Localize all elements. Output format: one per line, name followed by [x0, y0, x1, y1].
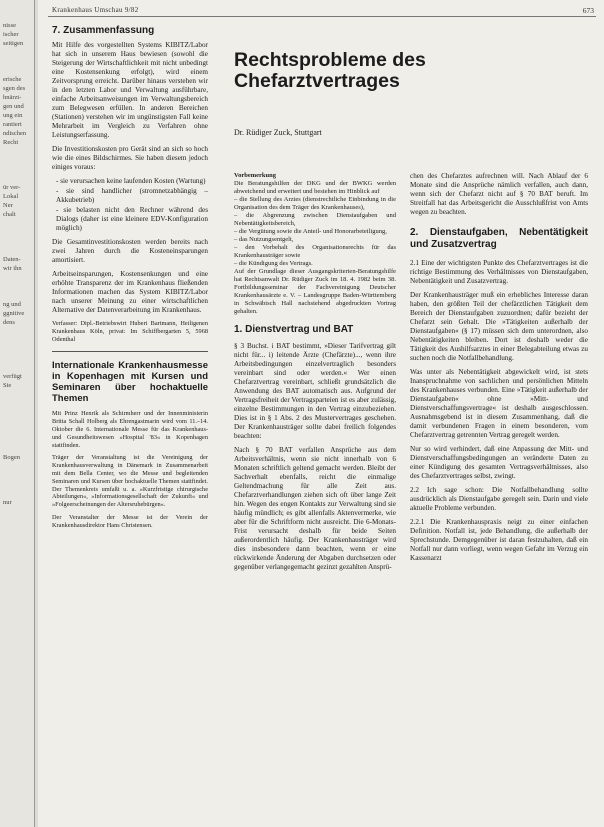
strip-text: nisse	[3, 22, 16, 29]
abstract-intro: Die Beratungshilfen der DKG und der BWKG werden abweichend und erweitert und bestehen im Hinblick auf	[234, 180, 396, 195]
strip-text: verfügt	[3, 373, 22, 380]
paragraph: Was unter als Nebentätigkeit abgewickelt wird, ist stets Inanspruchnahme von sachlichen und persönlichen Mitteln des Krankenhauses verbunden. Eine »Tätigkeit außerhalb der Dienstaufgaben« ohne »Mitt- und Dienstverschaffungsvertrage« ist deshalb ausgeschlossen. Ausnahmsgebend ist in diesem Zusammenhang, daß die damit verbundenen Fragen in einem besonderen, vom Chefarztvertrag getrennten Vertrag geregelt werden.	[410, 368, 588, 439]
running-header: Krankenhaus Umschau 9/82	[52, 6, 139, 14]
abstract-item: – die Stellung des Arztes (dienstrechtliche Einbindung in die Organisation des dem Träger des Krankenhauses),	[234, 196, 396, 211]
page-number: 673	[582, 6, 594, 15]
journal-page	[38, 0, 604, 827]
strip-text: sgen des	[3, 85, 26, 92]
strip-text: Sie	[3, 382, 12, 389]
strip-text: Lokal	[3, 193, 19, 200]
paragraph: 2.1 Eine der wichtigsten Punkte des Chefarztvertrages ist die richtige Bestimmung des Verhältnisses von Dienstaufgaben, Nebentätigkeit und Zusatzvertrag.	[410, 259, 588, 285]
paragraph: Arbeitseinsparungen, Kostensenkungen und eine erhöhte Transparenz der im Krankenhaus fließenden Informationen machen das System KIBITZ/Labor nach unserer Meinung zu einer wirtschaftlichen Alternative der Datenverarbeitung im Krankenhaus.	[52, 270, 208, 314]
strip-text: dens	[3, 319, 15, 326]
strip-text: wir ihn	[3, 265, 22, 272]
paragraph: Die Investitionskosten pro Gerät sind an sich so hoch wie die eines Bildschirmes. Sie haben diesem jedoch einiges voraus:	[52, 145, 208, 171]
strip-text: nur	[3, 499, 12, 506]
advantages-list	[56, 177, 208, 233]
list-item: - sie belasten nicht den Rechner während des Dialogs (daher ist eine kleinere EDV-Konfiguration möglich)	[56, 206, 208, 232]
strip-text: Recht	[3, 139, 19, 146]
abstract-item: – die Vergütung sowie die Anteil- und Honorarbeteiligung,	[234, 228, 387, 235]
article-author: Dr. Rüdiger Zuck, Stuttgart	[234, 128, 322, 137]
news-paragraph: Mit Prinz Henrik als Schirmherr und der Innenministerin Britta Schall Holberg als Ehrengastmarin wird vom 11.–14. Oktober die 6. Internationale Messe für das Krankenhaus- und Gesundheitswesen »Hospital '83« in Kopenhagen stattfinden.	[52, 410, 208, 449]
section-heading-summary: 7. Zusammenfassung	[52, 25, 155, 36]
paragraph: 2.2.1 Die Krankenhauspraxis neigt zu einer einfachen Definition. Notfall ist, jede Behandlung, die außerhalb der Sprechstunde. Demgegenüber ist daran festzuhalten, daß ein Notfall nur dann vorliegt, wenn wegen Gefahr im Verzug ein Kassenarzt	[410, 518, 588, 562]
abstract-box	[234, 172, 396, 316]
divider	[52, 351, 208, 352]
list-item: - sie sind handlicher (stromnetzabhängig – Akkubetrieb)	[56, 187, 208, 204]
paragraph: Der Krankenhausträger muß ein erhebliches Interesse daran haben, den größten Teil der chefärztlichen Tätigkeit dem Bereich der Dienstaufgaben zuzuordnen; dafür bezieht der Chefarzt sein Gehalt. Die »Tätigkeiten außerhalb der Dienstaufgaben« (§ 17) müssen sich dem unterordnen, also Nebentätigkeiten bleiben. Dort ist deshalb weder die Tätigkeit des Aushilfsarztes in einer Belegabteilung etwas zu suchen noch die Notfallbehandlung.	[410, 291, 588, 362]
article-right-column	[410, 172, 588, 568]
strip-text: chalt	[3, 211, 16, 218]
strip-text: Ner	[3, 202, 13, 209]
strip-text: ischer	[3, 31, 19, 38]
abstract-heading: Vorbemerkung	[234, 172, 277, 179]
paragraph: Mit Hilfe des vorgestellten Systems KIBITZ/Labor hat sich in unserem Haus bewiesen (sowohl die Steigerung der Wirtschaftlichkeit mit nicht unbedingt eine Kostensenkung erfolgt), wird einem Zeitvorsprung erreicht. Darüber hinaus verstehen wir in den letzten Labor und Verwaltung ausführbare, einfache Arbeitsanweisungen im Verwaltungsbereich zum Belegwesen erfüllen. In anderen Bereichen (Stationen) verstehen wir im ungünstigsten Fall keine Mehrarbeit im Vergleich zu Verfahren ohne Leistungserfassung.	[52, 41, 208, 139]
strip-text: gen und	[3, 103, 24, 110]
header-rule	[48, 16, 596, 17]
strip-text: ggnitive	[3, 310, 25, 317]
section-heading-2: 2. Dienstaufgaben, Nebentätigkeit und Zusatzvertrag	[410, 227, 588, 250]
strip-text: rantiert	[3, 121, 22, 128]
abstract-item: – die Kündigung des Vertrags.	[234, 260, 313, 267]
author-note: Verfasser: Dipl.-Betriebswirt Hubert Bartmann, Heiligenen Krankenhaus Köln, privat: Im Schiffbergarten 5, 5968 Odenthal	[52, 320, 208, 343]
paragraph: chen des Chefarztes aufrechnen will. Nach Ablauf der 6 Monate sind die Ansprüche nämlich verfallen, auch dann, wenn sich der Chefarzt nicht auf § 70 BAT beruft. Im Streitfall hat das Arbeitsgericht die Ausschlußfrist von Amts wegen zu beachten.	[410, 172, 588, 216]
abstract-item: – das Nutzungsentgelt,	[234, 236, 294, 243]
news-box-title: Internationale Krankenhausmesse in Kopenhagen mit Kursen und Seminaren über hochaktuelle Themen	[52, 360, 208, 405]
article-middle-column	[234, 172, 396, 577]
strip-text: ür ver-	[3, 184, 21, 191]
strip-text: hnärzt-	[3, 94, 22, 101]
strip-text: ng und	[3, 301, 21, 308]
paragraph: Nach § 70 BAT verfallen Ansprüche aus dem Arbeitsverhältnis, wenn sie nicht innerhalb von 6 Monaten schriftlich geltend gemacht werden. Bleibt der Sachverhalt ebenfalls, reicht die einmalige Geltendmachung für alle Zeit aus. Chefarztverhandlungen ziehen sich oft über lange Zeit hin. Wegen des engen Kontakts zur Verwaltung sind sie häufig mündlich; es gibt allenfalls Aktenvermerke, wie aber für die Schriftform nicht ausreicht. Die 6-Monats-Frist verursacht deshalb für beide Seiten außerordentlich häufig. Der Krankenhausträger wird dies insbesondere dann beachten, wenn er eine rückwirkende Änderung der Abgaben durchsetzen oder gegenüber verlangegemacht gezinzt gezahlten Ansprü-	[234, 446, 396, 571]
news-paragraph: Träger der Veranstaltung ist die Vereinigung der Krankenhausverwaltung in Dänemark in Zusammenarbeit mit dem Bella Center, wo die Messe und begleitenden Seminaren und Kursen über hochaktuelle Themen stattfindet. Der Themenkreis umfaßt u. a. »Kurzfristige chirurgische Abteilungen«, »Informationsgesellschaft der Zukunft« und »Folgeerscheinungen der Altersruhebürgen«.	[52, 454, 208, 509]
paragraph: 2.2 Ich sage schon: Die Notfallbehandlung sollte ausdrücklich als Dienstaufgabe geregelt sein. Darin und viele aktuelle Probleme verbunden.	[410, 486, 588, 512]
abstract-outro: Auf der Grundlage dieser Ausgangskriterien-Beratungshilfe hat Rechtsanwalt Dr. Rüdiger Zuck im 18. 4. 1982 beim 38. Fortbildungsseminar der Fachvereinigung Deutscher Krankenhausärzte e. V. – Landesgruppe Baden-Württemberg in Schwäbisch Hall nachstehend abgedruckten Vortrag gehalten.	[234, 268, 396, 315]
strip-text: ung ein	[3, 112, 23, 119]
paragraph: § 3 Buchst. i BAT bestimmt, »Dieser Tarifvertrag gilt nicht für... i) leitende Ärzte (Chefärzte)..., wenn ihre Arbeitsbedingungen einzelvertraglich besonders vereinbart sind oder werden.« Wer einen Chefarztvertrag vereinbart, schließt grundsätzlich die Anwendung des BAT automatisch aus. Aufgrund der Vertragsfreiheit der Vertragsparteien ist es aber zulässig, einzelne Bestimmungen in den Vertrag einzubeziehen. Dies ist in § 1 Abs. 2 des Mustervertrages geschehen. Der Krankenhausträger sollte dabei freilich folgendes beachten:	[234, 342, 396, 440]
list-item: - sie verursachen keine laufenden Kosten (Wartung)	[56, 177, 206, 185]
strip-text: ndischen	[3, 130, 27, 137]
abstract-item: – den Vorbehalt des Organisationsrechts für das Krankenhausträger sowie	[234, 244, 396, 259]
left-column	[52, 24, 208, 535]
strip-text: seitigen	[3, 40, 24, 47]
strip-text: erische	[3, 76, 22, 83]
strip-text: Bogen	[3, 454, 20, 461]
article-title: Rechtsprobleme des Chefarztvertrages	[234, 49, 426, 92]
abstract-item: – die Abgrenzung zwischen Dienstaufgaben und Nebentätigkeitsbereich,	[234, 212, 396, 227]
paragraph: Die Gesamtinvestitionskosten werden bereits nach zwei Jahren durch die Kosteneinsparungen amortisiert.	[52, 238, 208, 264]
paragraph: Nur so wird verhindert, daß eine Anpassung der Mitt- und Dienstverschaffungsbedingungen an veränderte Daten zu einer Kündigung des gesamten Vertragsverhältnisses, also des Chefarztvertrages selbst, zwingt.	[410, 445, 588, 480]
news-paragraph: Der Veranstalter der Messe ist der Verein der Krankenhausdirektor Hans Christensen.	[52, 513, 208, 529]
strip-text: Daten-	[3, 256, 21, 263]
adjacent-page-strip	[0, 0, 35, 827]
section-heading-1: 1. Dienstvertrag und BAT	[234, 324, 354, 335]
